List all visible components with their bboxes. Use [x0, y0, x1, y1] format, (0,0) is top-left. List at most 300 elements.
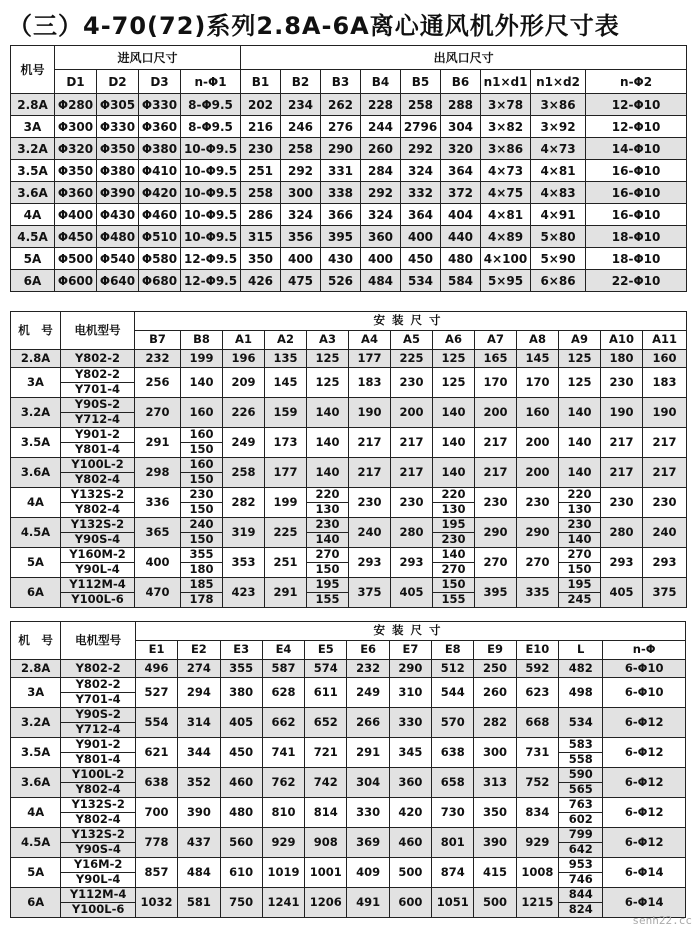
value-cell: Φ580	[139, 248, 181, 270]
column-header: n-Φ	[603, 641, 686, 660]
value-cell: 512	[432, 660, 474, 678]
value-cell: 405	[601, 578, 643, 608]
value-cell: 170	[517, 368, 559, 398]
column-header: A6	[433, 331, 475, 350]
value-cell: 602	[559, 813, 603, 828]
page-title: （三）4-70(72)系列2.8A-6A离心通风机外形尺寸表	[8, 12, 620, 40]
value-cell: 314	[178, 708, 220, 738]
value-cell: 165	[475, 350, 517, 368]
motor-cell: Y712-4	[61, 723, 136, 738]
motor-cell: Y802-2	[61, 368, 135, 383]
header-outlet: 出风口尺寸	[241, 46, 687, 70]
model-cell: 3.2A	[11, 398, 61, 428]
value-cell: 251	[241, 160, 281, 182]
column-header: n-Φ2	[586, 70, 687, 94]
value-cell: 3×92	[531, 116, 586, 138]
motor-cell: Y16M-2	[61, 858, 136, 873]
inlet-outlet-dimensions-table	[10, 45, 687, 292]
value-cell: 276	[321, 116, 361, 138]
value-cell: 160	[181, 428, 223, 443]
value-cell: 159	[265, 398, 307, 428]
value-cell: Φ420	[139, 182, 181, 204]
value-cell: 741	[262, 738, 304, 768]
column-header: B5	[401, 70, 441, 94]
value-cell: 230	[241, 138, 281, 160]
value-cell: 6×86	[531, 270, 586, 292]
model-cell: 3.5A	[11, 738, 61, 768]
value-cell: 12-Φ10	[586, 116, 687, 138]
value-cell: 353	[223, 548, 265, 578]
value-cell: 217	[643, 428, 687, 458]
value-cell: 2796	[401, 116, 441, 138]
model-cell: 3.2A	[11, 138, 55, 160]
value-cell: 140	[307, 458, 349, 488]
value-cell: 574	[305, 660, 347, 678]
value-cell: 10-Φ9.5	[181, 138, 241, 160]
value-cell: Φ360	[55, 182, 97, 204]
value-cell: 18-Φ10	[586, 248, 687, 270]
value-cell: 292	[281, 160, 321, 182]
value-cell: 610	[220, 858, 262, 888]
value-cell: 3×86	[481, 138, 531, 160]
value-cell: 125	[559, 368, 601, 398]
value-cell: 180	[181, 563, 223, 578]
model-cell: 2.8A	[11, 350, 61, 368]
value-cell: 560	[220, 828, 262, 858]
value-cell: 230	[475, 488, 517, 518]
header-model: 机 号	[11, 312, 61, 350]
motor-cell: Y90L-4	[61, 563, 135, 578]
value-cell: 638	[432, 738, 474, 768]
value-cell: 240	[349, 518, 391, 548]
value-cell: 217	[475, 428, 517, 458]
value-cell: 294	[178, 678, 220, 708]
table-row	[11, 858, 686, 873]
value-cell: 908	[305, 828, 347, 858]
table-row	[11, 888, 686, 903]
value-cell: 4×89	[481, 226, 531, 248]
column-header: B4	[361, 70, 401, 94]
value-cell: 145	[517, 350, 559, 368]
value-cell: 178	[181, 593, 223, 608]
value-cell: 125	[307, 368, 349, 398]
value-cell: 196	[223, 350, 265, 368]
model-cell: 6A	[11, 578, 61, 608]
value-cell: 730	[432, 798, 474, 828]
value-cell: 270	[135, 398, 181, 428]
value-cell: 288	[441, 94, 481, 116]
value-cell: 256	[135, 368, 181, 398]
value-cell: 190	[349, 398, 391, 428]
value-cell: 293	[391, 548, 433, 578]
value-cell: 731	[516, 738, 558, 768]
header-install-dims: 安装尺寸	[135, 622, 685, 641]
value-cell: 4×73	[481, 160, 531, 182]
value-cell: 225	[391, 350, 433, 368]
value-cell: 6-Φ12	[603, 798, 686, 828]
model-cell: 3A	[11, 368, 61, 398]
value-cell: 423	[223, 578, 265, 608]
value-cell: 135	[265, 350, 307, 368]
column-header: E9	[474, 641, 516, 660]
value-cell: 1051	[432, 888, 474, 918]
value-cell: 364	[401, 204, 441, 226]
value-cell: 240	[643, 518, 687, 548]
value-cell: 658	[432, 768, 474, 798]
value-cell: 395	[475, 578, 517, 608]
value-cell: 1206	[305, 888, 347, 918]
model-cell: 6A	[11, 270, 55, 292]
table-row	[11, 488, 687, 503]
value-cell: 315	[241, 226, 281, 248]
value-cell: 324	[401, 160, 441, 182]
value-cell: 160	[181, 458, 223, 473]
value-cell: 155	[307, 593, 349, 608]
value-cell: 366	[321, 204, 361, 226]
value-cell: 183	[349, 368, 391, 398]
motor-cell: Y132S-2	[61, 518, 135, 533]
value-cell: 814	[305, 798, 347, 828]
column-header: A1	[223, 331, 265, 350]
value-cell: 480	[441, 248, 481, 270]
value-cell: 130	[433, 503, 475, 518]
value-cell: 319	[223, 518, 265, 548]
value-cell: 249	[223, 428, 265, 458]
value-cell: 313	[474, 768, 516, 798]
value-cell: 217	[391, 458, 433, 488]
value-cell: 209	[223, 368, 265, 398]
table-row	[11, 270, 687, 292]
value-cell: 628	[262, 678, 304, 708]
table-row	[11, 428, 687, 443]
value-cell: 290	[389, 660, 431, 678]
value-cell: 810	[262, 798, 304, 828]
value-cell: 304	[347, 768, 389, 798]
value-cell: 140	[559, 533, 601, 548]
motor-cell: Y100L-6	[61, 593, 135, 608]
model-cell: 4A	[11, 204, 55, 226]
value-cell: 291	[135, 428, 181, 458]
value-cell: 3×78	[481, 94, 531, 116]
value-cell: 4×75	[481, 182, 531, 204]
value-cell: 284	[361, 160, 401, 182]
motor-cell: Y802-2	[61, 350, 135, 368]
value-cell: 10-Φ9.5	[181, 226, 241, 248]
column-header: D1	[55, 70, 97, 94]
table-row	[11, 678, 686, 693]
value-cell: 426	[241, 270, 281, 292]
value-cell: 405	[391, 578, 433, 608]
value-cell: 140	[559, 398, 601, 428]
column-header: E8	[432, 641, 474, 660]
value-cell: 929	[516, 828, 558, 858]
value-cell: 258	[281, 138, 321, 160]
column-header: E4	[262, 641, 304, 660]
model-cell: 3.6A	[11, 182, 55, 204]
value-cell: 332	[401, 182, 441, 204]
table-row	[11, 94, 687, 116]
value-cell: 4×81	[531, 160, 586, 182]
value-cell: 6-Φ12	[603, 768, 686, 798]
value-cell: 338	[321, 182, 361, 204]
value-cell: 200	[391, 398, 433, 428]
motor-cell: Y802-4	[61, 813, 136, 828]
value-cell: 6-Φ12	[603, 828, 686, 858]
column-header: A10	[601, 331, 643, 350]
value-cell: 217	[601, 428, 643, 458]
value-cell: 183	[643, 368, 687, 398]
value-cell: 360	[361, 226, 401, 248]
value-cell: 460	[389, 828, 431, 858]
value-cell: 292	[401, 138, 441, 160]
value-cell: 437	[178, 828, 220, 858]
value-cell: 1019	[262, 858, 304, 888]
value-cell: 230	[391, 368, 433, 398]
motor-cell: Y701-4	[61, 693, 136, 708]
value-cell: 140	[433, 458, 475, 488]
model-cell: 5A	[11, 858, 61, 888]
motor-cell: Y100L-2	[61, 768, 136, 783]
value-cell: 291	[347, 738, 389, 768]
value-cell: 360	[389, 768, 431, 798]
value-cell: 258	[223, 458, 265, 488]
value-cell: 700	[135, 798, 177, 828]
column-header: A11	[643, 331, 687, 350]
value-cell: 320	[441, 138, 481, 160]
value-cell: 480	[220, 798, 262, 828]
motor-cell: Y100L-6	[61, 903, 136, 918]
motor-cell: Y112M-4	[61, 888, 136, 903]
value-cell: 584	[441, 270, 481, 292]
value-cell: 270	[517, 548, 559, 578]
model-cell: 3A	[11, 116, 55, 138]
value-cell: Φ510	[139, 226, 181, 248]
value-cell: 14-Φ10	[586, 138, 687, 160]
value-cell: Φ350	[97, 138, 139, 160]
value-cell: 4×81	[481, 204, 531, 226]
value-cell: 565	[559, 783, 603, 798]
column-header: L	[559, 641, 603, 660]
value-cell: 230	[643, 488, 687, 518]
value-cell: 929	[262, 828, 304, 858]
value-cell: 799	[559, 828, 603, 843]
motor-cell: Y90S-2	[61, 708, 136, 723]
motor-cell: Y802-4	[61, 473, 135, 488]
value-cell: 400	[401, 226, 441, 248]
value-cell: 240	[181, 518, 223, 533]
value-cell: 150	[307, 563, 349, 578]
value-cell: 491	[347, 888, 389, 918]
value-cell: 1001	[305, 858, 347, 888]
motor-cell: Y90S-4	[61, 843, 136, 858]
value-cell: 558	[559, 753, 603, 768]
value-cell: 190	[643, 398, 687, 428]
value-cell: 140	[307, 533, 349, 548]
value-cell: 330	[389, 708, 431, 738]
value-cell: 10-Φ9.5	[181, 160, 241, 182]
value-cell: 150	[181, 473, 223, 488]
value-cell: 484	[361, 270, 401, 292]
value-cell: 500	[389, 858, 431, 888]
model-cell: 6A	[11, 888, 61, 918]
value-cell: 355	[181, 548, 223, 563]
column-header: B2	[281, 70, 321, 94]
value-cell: 310	[389, 678, 431, 708]
value-cell: 350	[241, 248, 281, 270]
value-cell: Φ450	[55, 226, 97, 248]
motor-cell: Y112M-4	[61, 578, 135, 593]
value-cell: 260	[361, 138, 401, 160]
column-header: E7	[389, 641, 431, 660]
value-cell: 330	[347, 798, 389, 828]
value-cell: 230	[601, 368, 643, 398]
value-cell: Φ305	[97, 94, 139, 116]
value-cell: 400	[361, 248, 401, 270]
value-cell: 18-Φ10	[586, 226, 687, 248]
value-cell: Φ280	[55, 94, 97, 116]
value-cell: 380	[220, 678, 262, 708]
column-header: E6	[347, 641, 389, 660]
value-cell: 642	[559, 843, 603, 858]
value-cell: 274	[178, 660, 220, 678]
value-cell: 1008	[516, 858, 558, 888]
value-cell: Φ460	[139, 204, 181, 226]
value-cell: 6-Φ14	[603, 888, 686, 918]
value-cell: 177	[265, 458, 307, 488]
value-cell: Φ400	[55, 204, 97, 226]
value-cell: 1032	[135, 888, 177, 918]
value-cell: 544	[432, 678, 474, 708]
value-cell: 244	[361, 116, 401, 138]
value-cell: 498	[559, 678, 603, 708]
value-cell: 300	[281, 182, 321, 204]
value-cell: 270	[433, 563, 475, 578]
model-cell: 5A	[11, 248, 55, 270]
value-cell: Φ680	[139, 270, 181, 292]
value-cell: 217	[475, 458, 517, 488]
value-cell: 160	[517, 398, 559, 428]
value-cell: 874	[432, 858, 474, 888]
motor-cell: Y801-4	[61, 443, 135, 458]
value-cell: 6-Φ12	[603, 738, 686, 768]
value-cell: 554	[135, 708, 177, 738]
value-cell: 200	[517, 428, 559, 458]
value-cell: 375	[643, 578, 687, 608]
value-cell: 590	[559, 768, 603, 783]
value-cell: 324	[361, 204, 401, 226]
header-install-dims: 安装尺寸	[135, 312, 687, 331]
table-row	[11, 738, 686, 753]
value-cell: 500	[474, 888, 516, 918]
column-header: A9	[559, 331, 601, 350]
column-header: n-Φ1	[181, 70, 241, 94]
model-cell: 3.2A	[11, 708, 61, 738]
value-cell: 801	[432, 828, 474, 858]
value-cell: 304	[441, 116, 481, 138]
value-cell: 570	[432, 708, 474, 738]
value-cell: Φ480	[97, 226, 139, 248]
value-cell: 220	[559, 488, 601, 503]
value-cell: 150	[181, 443, 223, 458]
value-cell: Φ300	[55, 116, 97, 138]
value-cell: 638	[135, 768, 177, 798]
value-cell: 460	[220, 768, 262, 798]
value-cell: 352	[178, 768, 220, 798]
value-cell: 217	[391, 428, 433, 458]
motor-cell: Y901-2	[61, 738, 136, 753]
value-cell: 258	[401, 94, 441, 116]
value-cell: 217	[643, 458, 687, 488]
value-cell: 824	[559, 903, 603, 918]
column-header: B1	[241, 70, 281, 94]
value-cell: 195	[433, 518, 475, 533]
value-cell: Φ600	[55, 270, 97, 292]
value-cell: 652	[305, 708, 347, 738]
table-row	[11, 248, 687, 270]
value-cell: 292	[361, 182, 401, 204]
value-cell: 4×73	[531, 138, 586, 160]
value-cell: 3×86	[531, 94, 586, 116]
value-cell: 282	[223, 488, 265, 518]
value-cell: 1241	[262, 888, 304, 918]
value-cell: Φ320	[55, 138, 97, 160]
value-cell: 298	[135, 458, 181, 488]
value-cell: 160	[643, 350, 687, 368]
model-cell: 4.5A	[11, 828, 61, 858]
value-cell: 200	[517, 458, 559, 488]
value-cell: 409	[347, 858, 389, 888]
value-cell: 4×100	[481, 248, 531, 270]
value-cell: 16-Φ10	[586, 204, 687, 226]
value-cell: 600	[389, 888, 431, 918]
value-cell: 10-Φ9.5	[181, 204, 241, 226]
value-cell: 230	[349, 488, 391, 518]
header-model: 机 号	[11, 622, 61, 660]
value-cell: 230	[517, 488, 559, 518]
table-row	[11, 828, 686, 843]
table-row	[11, 138, 687, 160]
value-cell: 230	[181, 488, 223, 503]
value-cell: Φ380	[139, 138, 181, 160]
value-cell: 130	[307, 503, 349, 518]
value-cell: 225	[265, 518, 307, 548]
value-cell: 662	[262, 708, 304, 738]
table-row	[11, 798, 686, 813]
value-cell: 140	[433, 548, 475, 563]
table-row	[11, 768, 686, 783]
value-cell: 534	[559, 708, 603, 738]
value-cell: 230	[559, 518, 601, 533]
value-cell: 140	[559, 428, 601, 458]
value-cell: 369	[347, 828, 389, 858]
model-cell: 5A	[11, 548, 61, 578]
table-row	[11, 204, 687, 226]
value-cell: 293	[349, 548, 391, 578]
value-cell: 160	[181, 398, 223, 428]
value-cell: 395	[321, 226, 361, 248]
value-cell: 300	[474, 738, 516, 768]
value-cell: 335	[517, 578, 559, 608]
value-cell: 199	[265, 488, 307, 518]
value-cell: 217	[601, 458, 643, 488]
table-row	[11, 182, 687, 204]
value-cell: 12-Φ10	[586, 94, 687, 116]
value-cell: 415	[474, 858, 516, 888]
value-cell: 260	[474, 678, 516, 708]
value-cell: 145	[265, 368, 307, 398]
value-cell: 230	[433, 533, 475, 548]
value-cell: 1215	[516, 888, 558, 918]
